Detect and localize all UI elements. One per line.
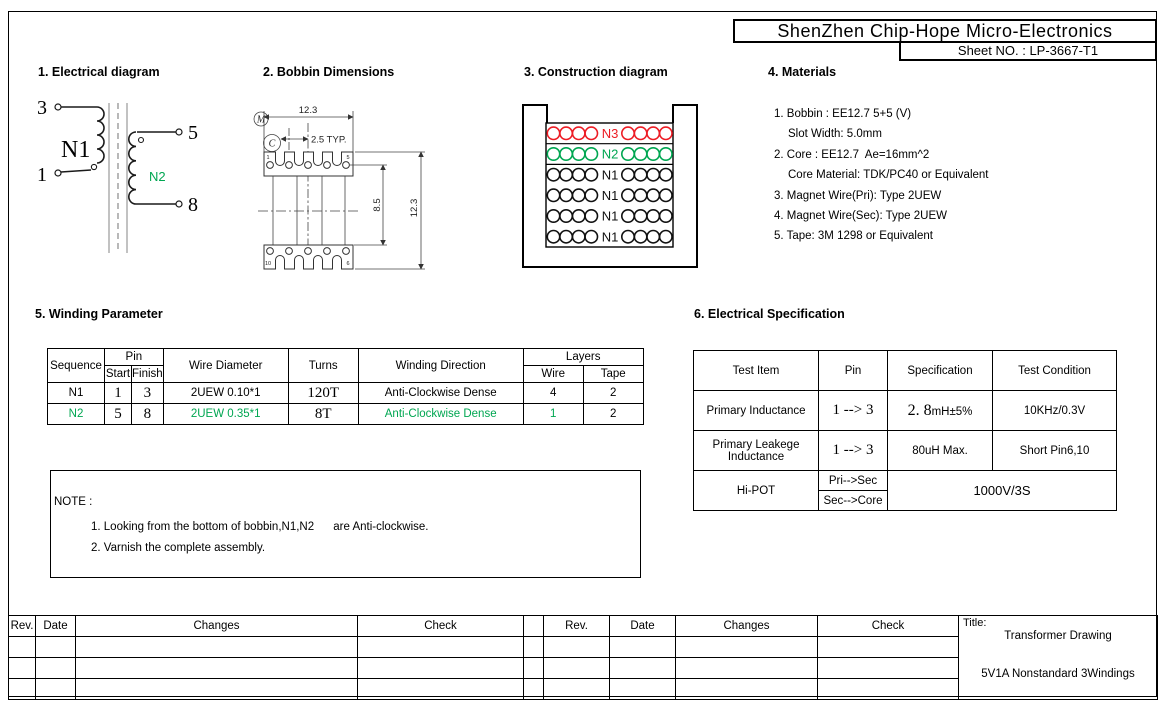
winding-pin-start: 1	[105, 383, 132, 404]
material-line: 4. Magnet Wire(Sec): Type 2UEW	[774, 209, 947, 222]
revision-spacer-cell	[524, 658, 544, 679]
pin-5-label: 5	[188, 122, 198, 144]
revision-header-date: Date	[36, 616, 76, 637]
layer-row-n1	[547, 167, 672, 182]
spec-row-hipot	[694, 471, 1117, 491]
winding-header-tape: Tape	[583, 366, 643, 383]
electrical-specification-table	[693, 350, 1117, 511]
revision-empty-cell	[610, 679, 676, 700]
winding-layers-tape: 2	[583, 383, 643, 404]
dim-height-label: 12.3	[409, 198, 420, 218]
winding-layers-tape: 2	[583, 404, 643, 425]
spec-condition: Short Pin6,10	[993, 431, 1117, 471]
spec-item: Hi-POT	[694, 471, 819, 511]
spec-item-line2: Inductance	[727, 450, 785, 463]
primary-coil	[97, 107, 104, 163]
winding-seq: N1	[48, 383, 105, 404]
layer-row-n3	[547, 126, 672, 141]
bobbin-dimensions-drawing	[253, 95, 448, 285]
revision-spacer-cell	[524, 616, 544, 637]
spec-pin-sec-core: Sec-->Core	[819, 491, 888, 511]
winding-header-finish: Finish	[132, 366, 164, 383]
company-title: ShenZhen Chip-Hope Micro-Electronics	[733, 19, 1157, 43]
pin-1-terminal	[55, 170, 61, 176]
pin-8-label: 8	[188, 194, 198, 216]
layer-label: N1	[601, 188, 619, 203]
revision-header-check: Check	[358, 616, 524, 637]
revision-empty-cell	[9, 637, 36, 658]
layer-row-n2	[547, 147, 672, 162]
revision-empty-cell	[544, 679, 610, 700]
dim-pitch-label: 2.5 TYP.	[311, 134, 347, 146]
winding-direction: Anti-Clockwise Dense	[358, 404, 523, 425]
revision-empty-cell	[76, 679, 358, 700]
winding-header-turns: Turns	[288, 349, 358, 383]
dim-width-label: 12.3	[298, 105, 318, 116]
material-line: 2. Core : EE12.7 Ae=16mm^2	[774, 148, 930, 161]
revision-empty-cell	[358, 658, 524, 679]
winding-header-layers: Layers	[523, 349, 643, 366]
dim-pin-span-label: 8.5	[372, 198, 383, 212]
revision-empty-cell	[818, 679, 959, 700]
spec-row-primary-inductance	[694, 391, 1117, 431]
layer-row-n1	[547, 188, 672, 203]
revision-empty-cell	[544, 637, 610, 658]
revision-empty-cell	[610, 658, 676, 679]
bobbin-pin-6-label: 6	[346, 261, 350, 267]
section-1-heading: 1. Electrical diagram	[38, 65, 160, 79]
spec-hipot-value: 1000V/3S	[888, 471, 1117, 511]
material-line: 1. Bobbin : EE12.7 5+5 (V)	[774, 108, 912, 120]
winding-header-wire-diameter: Wire Diameter	[163, 349, 288, 383]
revision-spacer-cell	[524, 637, 544, 658]
layer-row-n1	[547, 209, 672, 224]
primary-start-dot	[91, 164, 96, 169]
layer-label: N2	[601, 146, 619, 162]
drawing-subtitle: 5V1A Nonstandard 3Windings	[981, 668, 1135, 680]
winding-pin-finish: 8	[132, 404, 164, 425]
spec-item	[694, 431, 819, 471]
revision-empty-cell	[9, 658, 36, 679]
bobbin-pin-5-label: 5	[346, 155, 350, 161]
materials-list	[774, 104, 1164, 247]
spec-condition: 10KHz/0.3V	[993, 391, 1117, 431]
bobbin-pin-1-label: 1	[266, 155, 270, 161]
winding-row-n2	[48, 404, 644, 425]
material-line: Slot Width: 5.0mm	[788, 128, 882, 141]
spec-pin: 1 --> 3	[819, 391, 888, 431]
layer-label: N3	[601, 126, 619, 141]
winding-seq: N2	[48, 404, 105, 425]
revision-empty-cell	[358, 637, 524, 658]
revision-empty-cell	[676, 658, 818, 679]
revision-empty-cell	[818, 658, 959, 679]
spec-value: 2. 8	[907, 401, 932, 419]
revision-empty-cell	[676, 679, 818, 700]
spec-row-leakage-inductance	[694, 431, 1117, 471]
winding-direction: Anti-Clockwise Dense	[358, 383, 523, 404]
revision-empty-cell	[36, 679, 76, 700]
spec-header-item: Test Item	[694, 351, 819, 391]
winding-header-direction: Winding Direction	[358, 349, 523, 383]
note-line-1: 1. Looking from the bottom of bobbin,N1,N2 are Anti-clockwise.	[91, 521, 429, 533]
spec-header-pin: Pin	[819, 351, 888, 391]
material-line: 3. Magnet Wire(Pri): Type 2UEW	[774, 189, 942, 202]
winding-row-n1	[48, 383, 644, 404]
spec-item-line1: Primary Leakege	[712, 438, 800, 451]
winding-layers-wire: 1	[523, 404, 583, 425]
spec-value-cell	[888, 391, 993, 431]
revision-empty-cell	[676, 637, 818, 658]
spec-value: 80uH Max.	[888, 431, 993, 471]
winding-parameter-table	[47, 348, 644, 425]
revision-empty-cell	[76, 658, 358, 679]
revision-spacer-cell	[524, 679, 544, 700]
revision-empty-cell	[36, 637, 76, 658]
section-4-heading: 4. Materials	[768, 65, 837, 79]
winding-pin-start: 5	[105, 404, 132, 425]
winding-turns: 8T	[288, 404, 358, 425]
winding-header-start: Start	[105, 366, 132, 383]
note-line-2: 2. Varnish the complete assembly.	[91, 542, 266, 554]
revision-empty-cell	[36, 658, 76, 679]
title-label: Title:	[963, 617, 987, 629]
mark-c: C	[268, 138, 276, 150]
revision-header-rev: Rev.	[9, 616, 36, 637]
winding-header-sequence: Sequence	[48, 349, 105, 383]
revision-header-check: Check	[818, 616, 959, 637]
section-6-heading: 6. Electrical Specification	[694, 307, 845, 321]
winding-wire-diameter: 2UEW 0.35*1	[163, 404, 288, 425]
section-2-heading: 2. Bobbin Dimensions	[263, 65, 395, 79]
sheet-number: Sheet NO. : LP-3667-T1	[899, 43, 1157, 61]
layer-label: N1	[601, 229, 619, 245]
note-title: NOTE :	[54, 496, 93, 508]
spec-unit: mH±5%	[931, 405, 973, 418]
revision-empty-cell	[610, 637, 676, 658]
revision-empty-cell	[358, 679, 524, 700]
pin-1-label: 1	[37, 164, 47, 186]
electrical-diagram	[25, 85, 255, 270]
winding-layers-wire: 4	[523, 383, 583, 404]
revision-empty-cell	[544, 658, 610, 679]
winding-window	[546, 123, 673, 247]
winding-header-wire: Wire	[523, 366, 583, 383]
layer-label: N1	[601, 208, 619, 224]
revision-header-changes: Changes	[76, 616, 358, 637]
pin-5-terminal	[176, 129, 182, 135]
secondary-winding-label: N2	[149, 169, 166, 184]
revision-table	[8, 615, 1158, 700]
secondary-start-dot	[139, 138, 144, 143]
spec-pin-pri-sec: Pri-->Sec	[819, 471, 888, 491]
spec-header-specification: Specification	[888, 351, 993, 391]
revision-empty-cell	[818, 637, 959, 658]
pin-3-label: 3	[37, 97, 47, 119]
revision-empty-cell	[9, 679, 36, 700]
spec-item: Primary Inductance	[694, 391, 819, 431]
mark-m: M	[256, 114, 266, 126]
secondary-coil	[129, 132, 136, 204]
revision-header-date: Date	[610, 616, 676, 637]
section-3-heading: 3. Construction diagram	[524, 65, 668, 79]
material-line: Core Material: TDK/PC40 or Equivalent	[788, 169, 989, 182]
winding-header-pin: Pin	[105, 349, 164, 366]
section-5-heading: 5. Winding Parameter	[35, 307, 163, 321]
title-block	[959, 616, 1158, 700]
construction-diagram	[518, 88, 703, 273]
revision-header-changes: Changes	[676, 616, 818, 637]
primary-winding-label: N1	[61, 137, 91, 163]
winding-wire-diameter: 2UEW 0.10*1	[163, 383, 288, 404]
spec-header-condition: Test Condition	[993, 351, 1117, 391]
pin-8-terminal	[176, 201, 182, 207]
layer-label: N1	[601, 167, 619, 183]
layer-row-n1	[547, 229, 672, 244]
note-box	[50, 470, 641, 578]
bobbin-pin-10-label: 10	[264, 261, 272, 267]
drawing-title: Transformer Drawing	[1004, 630, 1112, 642]
winding-pin-finish: 3	[132, 383, 164, 404]
revision-header-rev: Rev.	[544, 616, 610, 637]
pin-3-terminal	[55, 104, 61, 110]
spec-pin: 1 --> 3	[819, 431, 888, 471]
revision-empty-cell	[76, 637, 358, 658]
material-line: 5. Tape: 3M 1298 or Equivalent	[774, 230, 933, 243]
winding-turns: 120T	[288, 383, 358, 404]
